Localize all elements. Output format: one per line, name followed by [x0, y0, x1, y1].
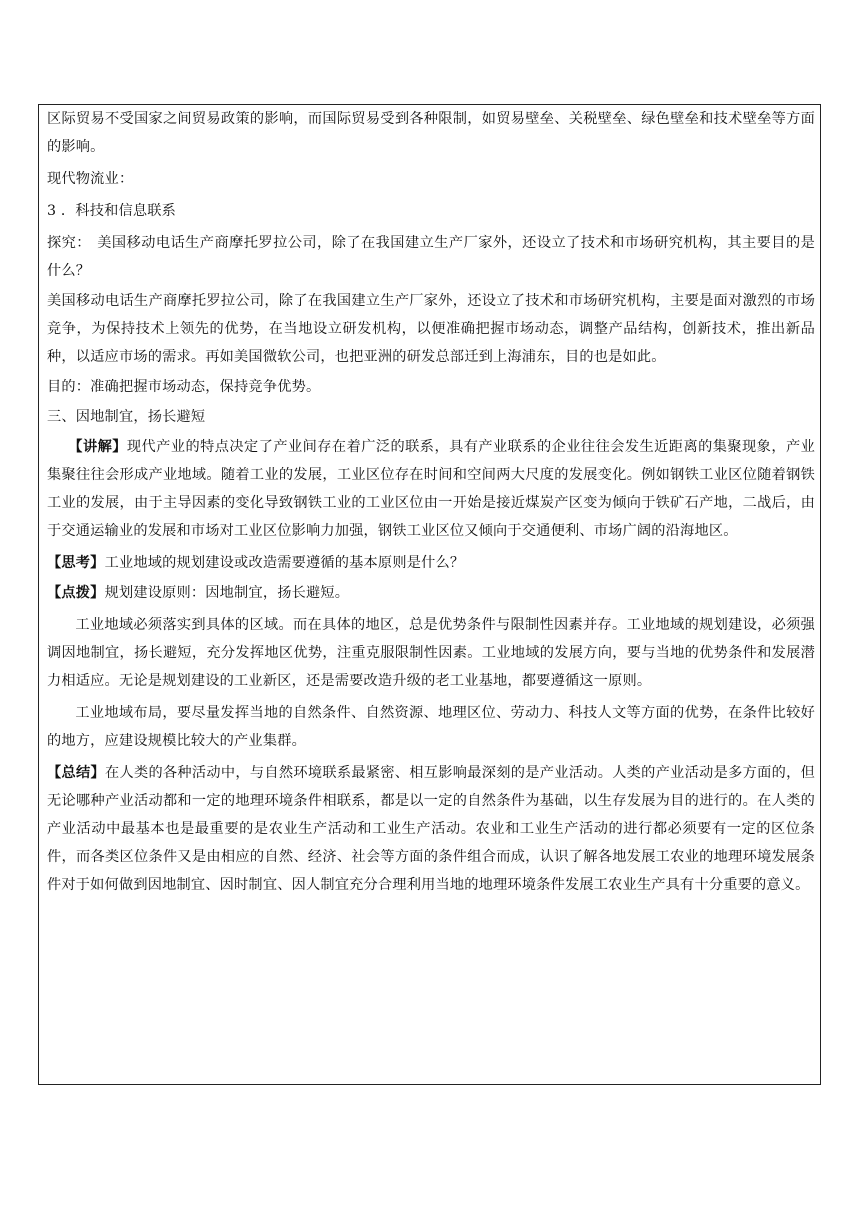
explanation-text: 现代产业的特点决定了产业间存在着广泛的联系，具有产业联系的企业往往会发生近距离的集聚现象，产业集聚往往会形成产业地域。随着工业的发展，工业区位存在时间和空间两大尺度的发展变化。例如钢铁工业区位随着钢铁工业的发展，由于主导因素的变化导致钢铁工业的工业区位由一开始是接近煤炭产区变为倾向于铁矿石产地，二战后，由于交通运输业的发展和市场对工业区位影响力加强，钢铁工业区位又倾向于交通便利、市场广阔的沿海地区。 [47, 439, 815, 539]
summary-text: 在人类的各种活动中，与自然环境联系最紧密、相互影响最深刻的是产业活动。人类的产业活动是多方面的，但无论哪种产业活动都和一定的地理环境条件相联系，都是以一定的自然条件为基础，以生存发展为目的进行的。在人类的产业活动中最基本也是最重要的是农业生产活动和工业生产活动。农业和工业生产活动的进行都必须要有一定的区位条件，而各类区位条件又是由相应的自然、经济、社会等方面的条件组合而成，认识了解各地发展工农业的地理环境发展条件对于如何做到因地制宜、因时制宜、因人制宜充分合理利用当地的地理环境条件发展工农业生产具有十分重要的意义。 [47, 765, 815, 893]
think-tag: 【思考】 [47, 555, 105, 571]
document-body [47, 105, 815, 899]
heading-tech-info-links: 3 ．科技和信息联系 [47, 203, 177, 219]
hint-text: 规划建设原则：因地制宜，扬长避短。 [104, 585, 350, 601]
paragraph-motorola-answer: 美国移动电话生产商摩托罗拉公司，除了在我国建立生产厂家外，还设立了技术和市场研究机构，主要是面对激烈的市场竞争，为保持技术上领先的优势，在当地设立研发机构，以便准确把握市场动态，调整产品结构，创新技术，推出新品种，以适应市场的需求。再如美国微软公司，也把亚洲的研发总部迁到上海浦东，目的也是如此。 [47, 293, 815, 365]
paragraph-trade-barriers: 区际贸易不受国家之间贸易政策的影响，而国际贸易受到各种限制，如贸易壁垒、关税壁垒、绿色壁垒和技术壁垒等方面的影响。 [47, 111, 815, 155]
paragraph-industrial-region: 工业地域必须落实到具体的区域。而在具体的地区，总是优势条件与限制性因素并存。工业地域的规划建设，必须强调因地制宜，扬长避短，充分发挥地区优势，注重克服限制性因素。工业地域的发展方向，要与当地的优势条件和发展潜力相适应。无论是规划建设的工业新区，还是需要改造升级的老工业基地，都要遵循这一原则。 [47, 617, 815, 689]
heading-section-three: 三、因地制宜，扬长避短 [47, 409, 206, 425]
paragraph-purpose: 目的：准确把握市场动态，保持竞争优势。 [47, 379, 321, 395]
think-text: 工业地域的规划建设或改造需要遵循的基本原则是什么？ [104, 555, 465, 571]
paragraph-explore-question [47, 229, 815, 285]
paragraph-modern-logistics: 现代物流业： [47, 171, 134, 187]
paragraph-industrial-layout: 工业地域布局，要尽量发挥当地的自然条件、自然资源、地理区位、劳动力、科技人文等方面的优势，在条件比较好的地方，应建设规模比较大的产业集群。 [47, 705, 815, 749]
paragraph-summary [47, 759, 815, 899]
explore-label: 探究： [47, 235, 91, 251]
explanation-tag: 【讲解】 [68, 439, 127, 455]
summary-tag: 【总结】 [47, 765, 105, 781]
explore-text: 美国移动电话生产商摩托罗拉公司，除了在我国建立生产厂家外，还设立了技术和市场研究机构，其主要目的是什么？ [47, 235, 815, 279]
paragraph-hint [47, 579, 815, 607]
paragraph-think [47, 549, 815, 577]
paragraph-explanation [47, 433, 815, 545]
hint-tag: 【点拨】 [47, 585, 105, 601]
